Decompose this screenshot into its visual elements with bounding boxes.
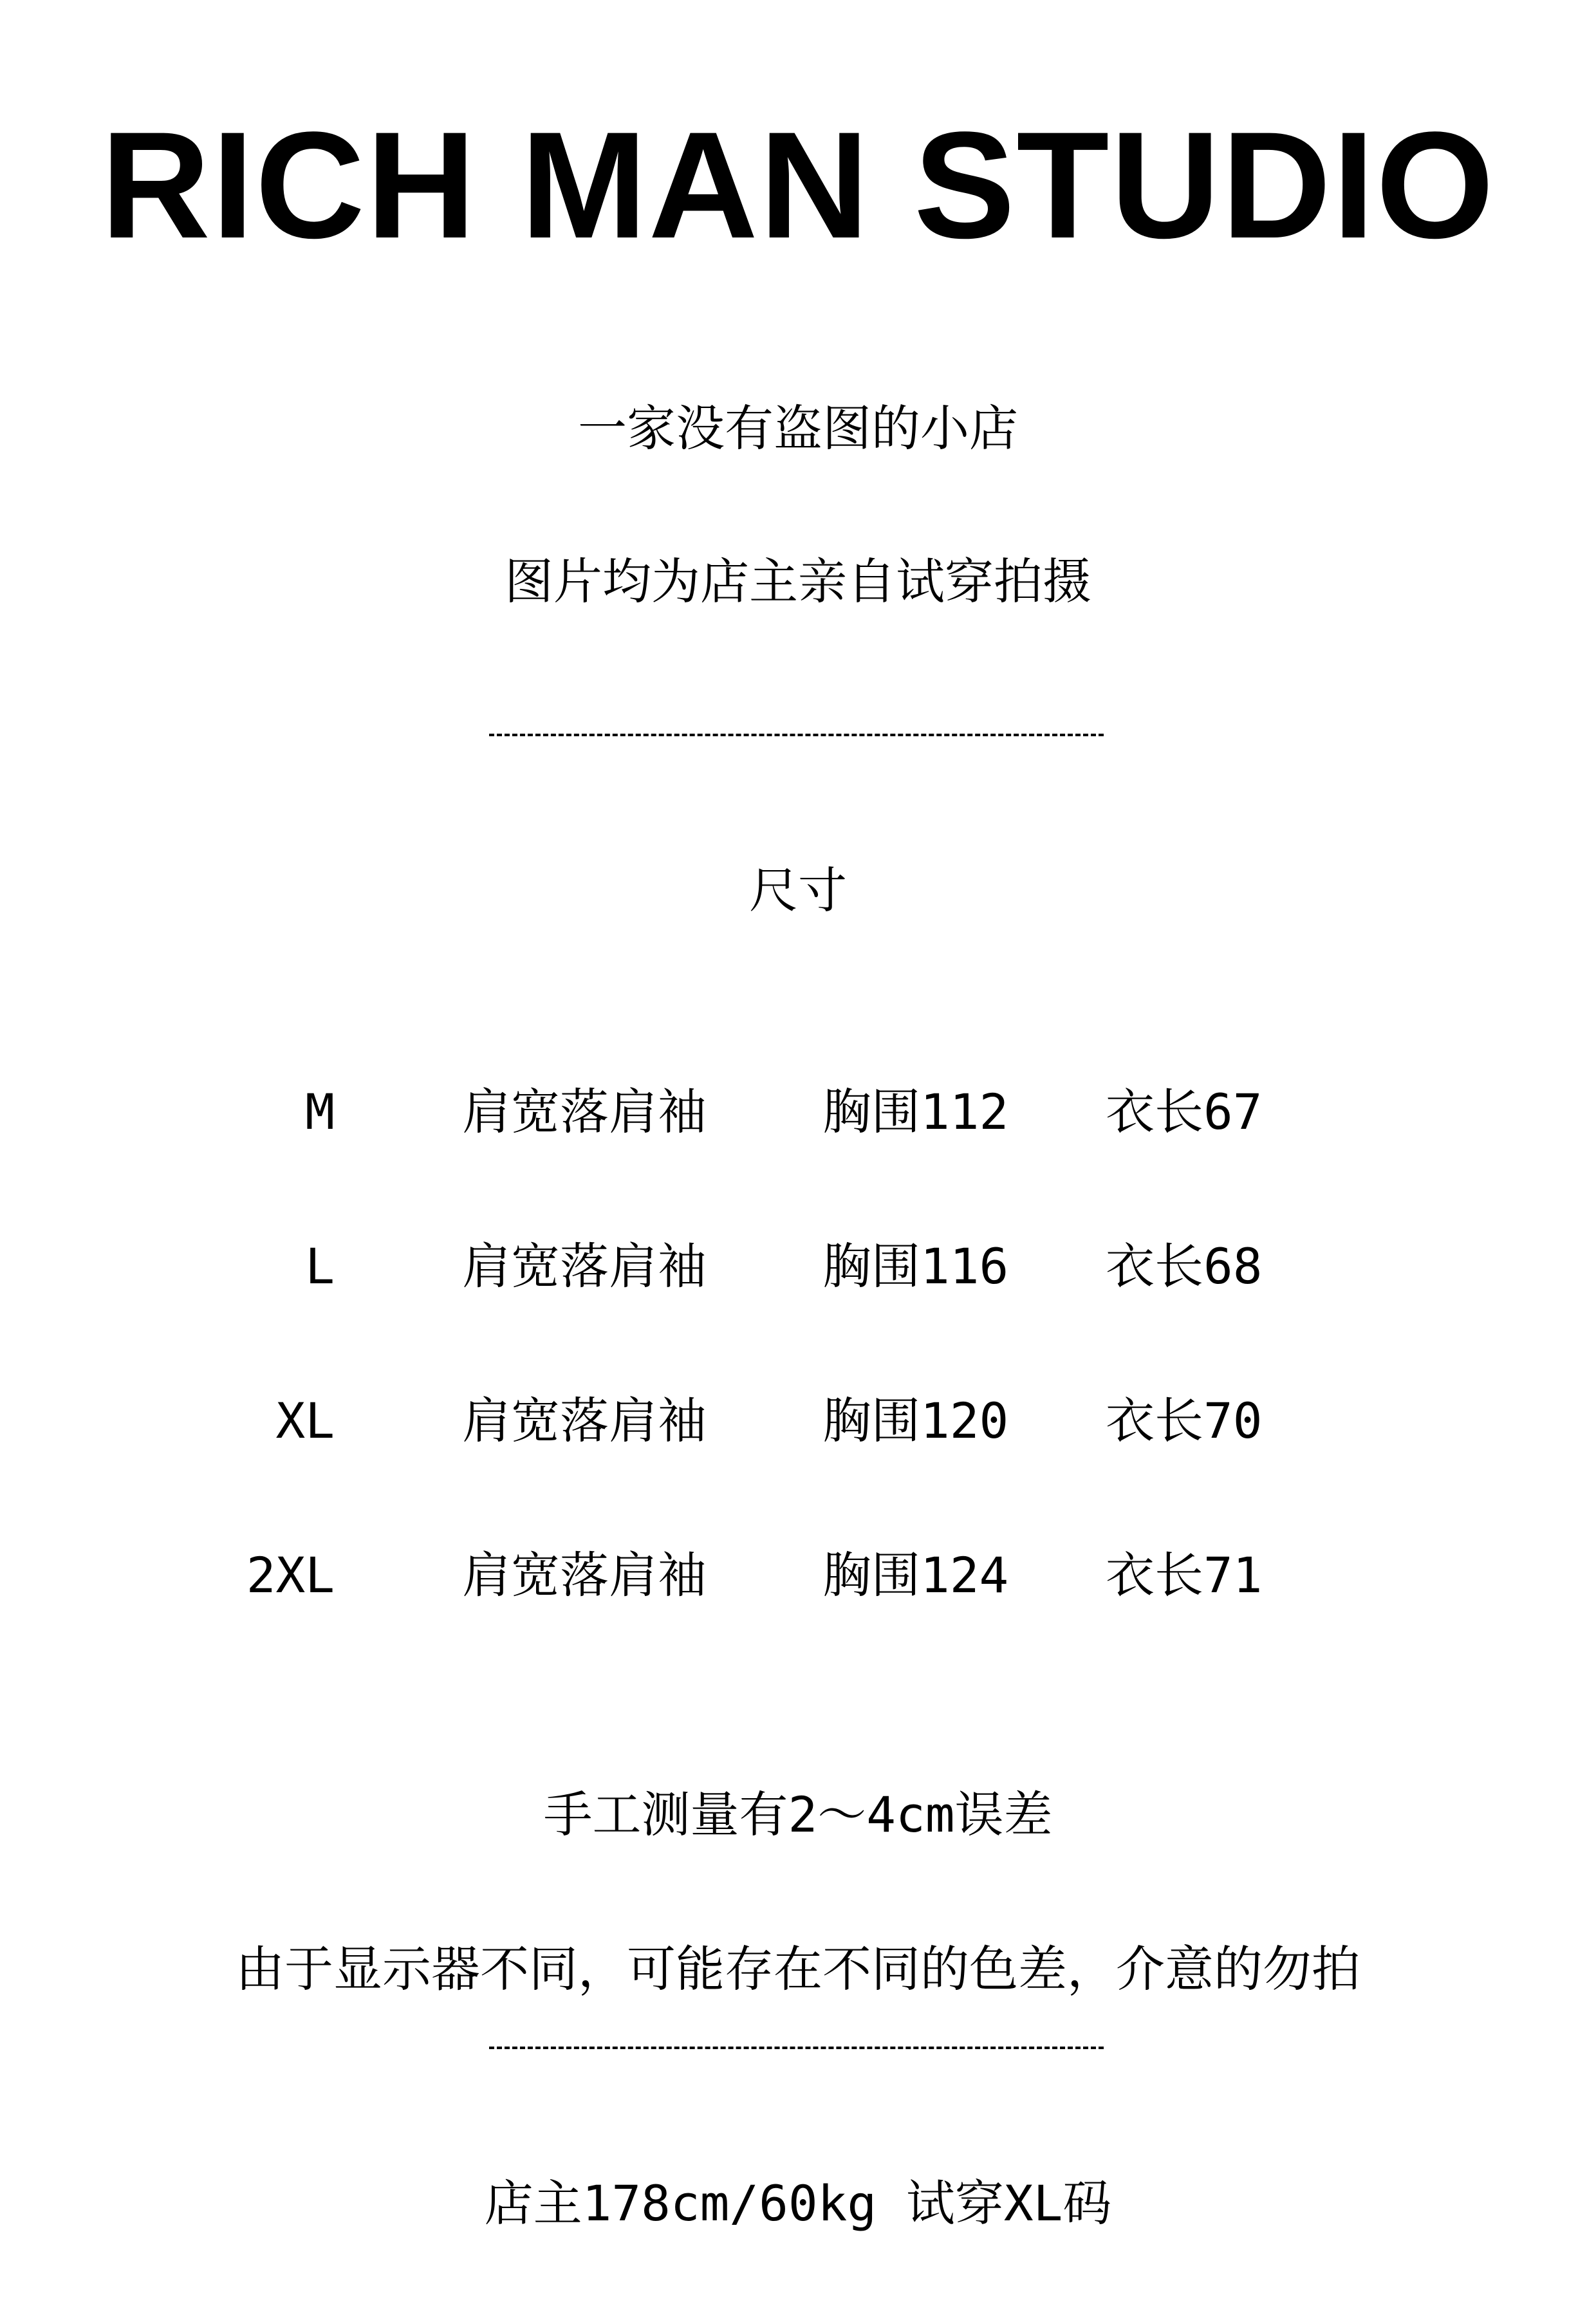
divider-bottom — [489, 2047, 1104, 2049]
size-row — [0, 1083, 1596, 1146]
color-note: 由于显示器不同，可能存在不同的色差，介意的勿拍 — [236, 1940, 1360, 1998]
length-value: 衣长68 — [1106, 1238, 1263, 1295]
shoulder-value: 肩宽落肩袖 — [462, 1392, 707, 1449]
shoulder-value: 肩宽落肩袖 — [462, 1083, 707, 1140]
chest-value: 胸围116 — [822, 1238, 1009, 1295]
model-info: 店主178cm/60kg 试穿XL码 — [484, 2175, 1112, 2232]
shoulder-value: 肩宽落肩袖 — [462, 1546, 707, 1604]
size-section-title: 尺寸 — [749, 862, 847, 919]
size-label: 2XL — [246, 1546, 335, 1604]
size-row — [0, 1238, 1596, 1300]
intro-line-1: 一家没有盗图的小店 — [578, 400, 1018, 457]
chest-value: 胸围112 — [822, 1083, 1009, 1140]
length-value: 衣长67 — [1106, 1083, 1263, 1140]
size-label: L — [305, 1238, 335, 1295]
divider-top — [489, 734, 1104, 736]
size-label: M — [305, 1083, 335, 1140]
chest-value: 胸围124 — [822, 1546, 1009, 1604]
measure-note: 手工测量有2～4cm误差 — [543, 1786, 1053, 1843]
length-value: 衣长70 — [1106, 1392, 1263, 1449]
chest-value: 胸围120 — [822, 1392, 1009, 1449]
size-row — [0, 1392, 1596, 1454]
intro-line-2: 图片均为店主亲自试穿拍摄 — [505, 553, 1091, 610]
size-label: XL — [275, 1392, 335, 1449]
length-value: 衣长71 — [1106, 1546, 1263, 1604]
size-row — [0, 1546, 1596, 1609]
brand-title: RICH MAN STUDIO — [100, 100, 1496, 270]
shoulder-value: 肩宽落肩袖 — [462, 1238, 707, 1295]
